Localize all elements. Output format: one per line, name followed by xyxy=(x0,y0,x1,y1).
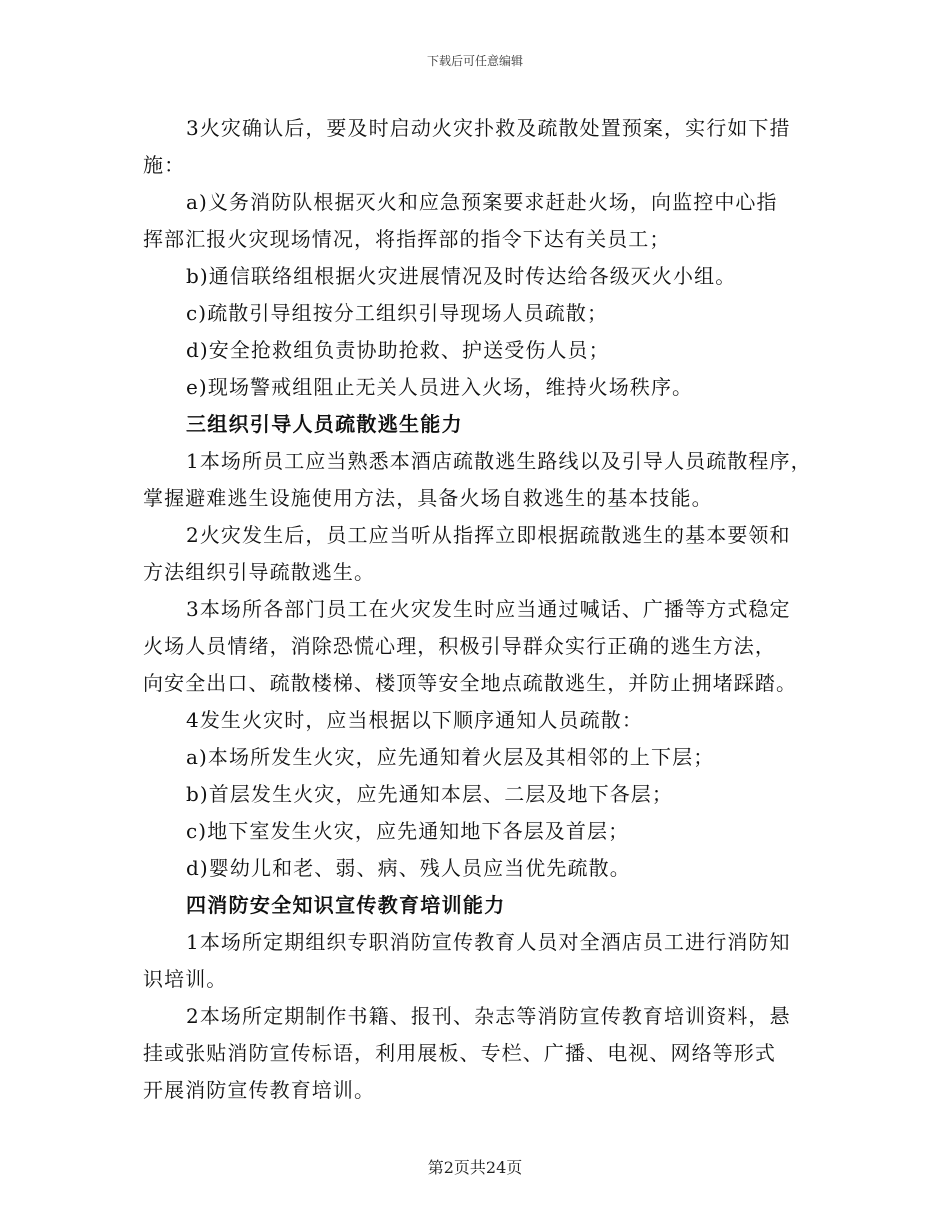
paragraph-line: 识培训。 xyxy=(143,967,228,991)
paragraph-line: 1本场所员工应当熟悉本酒店疏散逃生路线以及引导人员疏散程序， xyxy=(186,449,812,473)
paragraph-line: b)通信联络组根据火灾进展情况及时传达给各级灭火小组。 xyxy=(186,264,737,288)
paragraph-line: 施： xyxy=(143,153,186,177)
section-heading: 三组织引导人员疏散逃生能力 xyxy=(186,412,463,436)
paragraph-line: a)义务消防队根据灭火和应急预案要求赶赴火场，向监控中心指 xyxy=(186,190,778,214)
paragraph-line: 挂或张贴消防宣传标语，利用展板、专栏、广播、电视、网络等形式 xyxy=(143,1041,776,1065)
paragraph-line: 向安全出口、疏散楼梯、楼顶等安全地点疏散逃生，并防止拥堵踩踏。 xyxy=(143,671,798,695)
paragraph-line: 1本场所定期组织专职消防宣传教育人员对全酒店员工进行消防知 xyxy=(186,930,791,954)
paragraph-line: a)本场所发生火灾，应先通知着火层及其相邻的上下层； xyxy=(186,745,715,769)
paragraph-line: d)婴幼儿和老、弱、病、残人员应当优先疏散。 xyxy=(186,856,631,880)
paragraph-line: 方法组织引导疏散逃生。 xyxy=(143,560,376,584)
paragraph-line: 火场人员情绪，消除恐慌心理，积极引导群众实行正确的逃生方法， xyxy=(143,634,776,658)
paragraph-line: c)疏散引导组按分工组织引导现场人员疏散； xyxy=(186,301,609,325)
paragraph-line: e)现场警戒组阻止无关人员进入火场，维持火场秩序。 xyxy=(186,375,694,399)
section-heading: 四消防安全知识宣传教育培训能力 xyxy=(186,893,506,917)
paragraph-line: 开展消防宣传教育培训。 xyxy=(143,1078,376,1102)
paragraph-line: d)安全抢救组负责协助抢救、护送受伤人员； xyxy=(186,338,610,362)
page-number: 第2页共24页 xyxy=(427,1158,523,1177)
paragraph-line: 挥部汇报火灾现场情况，将指挥部的指令下达有关员工； xyxy=(143,227,671,251)
paragraph-line: b)首层发生火灾，应先通知本层、二层及地下各层； xyxy=(186,782,674,806)
paragraph-line: c)地下室发生火灾，应先通知地下各层及首层； xyxy=(186,819,630,843)
paragraph-line: 3本场所各部门员工在火灾发生时应当通过喊话、广播等方式稳定 xyxy=(186,597,791,621)
paragraph-line: 2火灾发生后，员工应当听从指挥立即根据疏散逃生的基本要领和 xyxy=(186,523,791,547)
paragraph-line: 3火灾确认后，要及时启动火灾扑救及疏散处置预案，实行如下措 xyxy=(186,116,791,140)
page-header: 下载后可任意编辑 xyxy=(426,54,523,68)
paragraph-line: 4发生火灾时，应当根据以下顺序通知人员疏散： xyxy=(186,708,643,732)
paragraph-line: 2本场所定期制作书籍、报刊、杂志等消防宣传教育培训资料，悬 xyxy=(186,1004,791,1028)
paragraph-line: 掌握避难逃生设施使用方法，具备火场自救逃生的基本技能。 xyxy=(143,486,713,510)
